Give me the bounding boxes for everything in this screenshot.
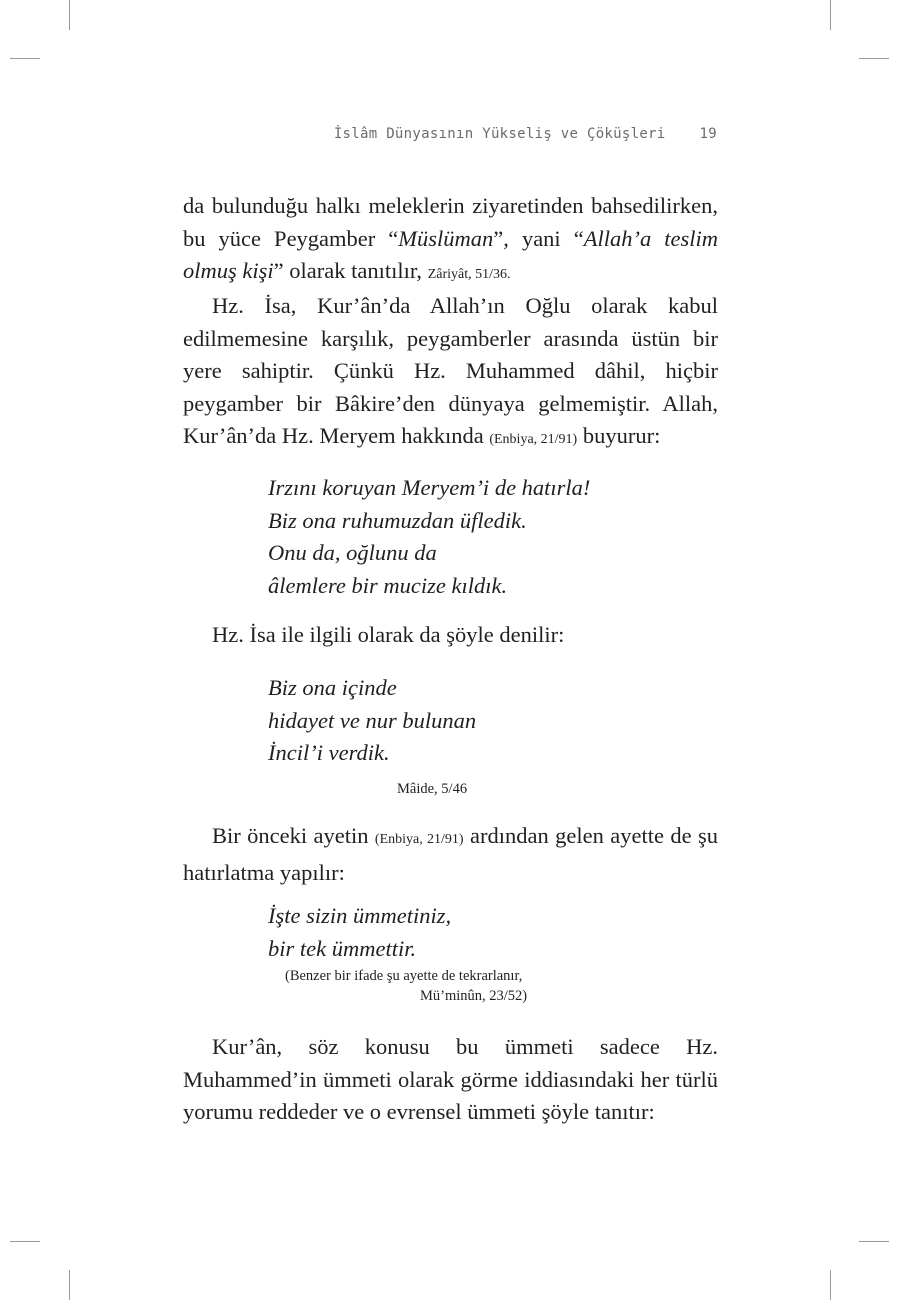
verse-ummet-note-line-1: (Benzer bir ifade şu ayette de tekrarlanır,: [285, 968, 523, 984]
p2-text-1: Hz. İsa, Kur’ân’da Allah’ın Oğlu olarak kabul edilmemesine karşılık, peygamberler arasında üstün bir yere sahiptir. Çünkü Hz. Muhammed dâhil, hiçbir peygamber bir Bâkire’den dünyaya gelmemiştir. Allah, Kur’ân’da Hz. Meryem hakkında: [183, 293, 718, 449]
crop-mark-top-right-vertical: [830, 0, 831, 30]
p5-text: Kur’ân, söz konusu bu ümmeti sadece Hz. Muhammed’in ümmeti olarak görme iddiasındaki her türlü yorumu reddeder ve o evrensel ümmeti şöyle tanıtır:: [183, 1034, 718, 1125]
verse-ummet: [268, 900, 451, 965]
p1-text-2: ”, yani “: [493, 225, 584, 251]
verse-meryem: [268, 472, 590, 602]
crop-mark-top-right-horizontal: [859, 58, 889, 59]
verse-line: hidayet ve nur bulunan: [268, 707, 477, 733]
running-head-title: İslâm Dünyasının Yükseliş ve Çöküşleri: [333, 126, 666, 142]
paragraph-4: [183, 820, 718, 889]
paragraph-3: [183, 619, 718, 652]
verse-line: Biz ona ruhumuzdan üfledik.: [268, 507, 527, 533]
verse-ummet-note-line-2: Mü’minûn, 23/52): [420, 988, 528, 1004]
crop-mark-bottom-left-horizontal: [10, 1241, 40, 1242]
crop-mark-bottom-left-vertical: [69, 1270, 70, 1300]
p1-italic-definition: Allah’a teslim olmuş kişi: [183, 225, 718, 284]
p2-text-2: buyurur:: [577, 423, 661, 449]
verse-line: İncil’i verdik.: [268, 740, 390, 765]
verse-line: Irzını koruyan Meryem’i de hatırla!: [268, 475, 591, 500]
verse-line: âlemlere bir mucize kıldık.: [268, 572, 508, 598]
verse-line: Biz ona içinde: [268, 675, 397, 700]
crop-mark-top-left-vertical: [69, 0, 70, 30]
p3-text: Hz. İsa ile ilgili olarak da şöyle denilir:: [212, 622, 565, 647]
p2-reference: (Enbiya, 21/91): [489, 432, 578, 448]
p1-italic-muslim: Müslüman: [398, 225, 494, 251]
p4-reference: (Enbiya, 21/91): [374, 832, 464, 847]
crop-mark-bottom-right-vertical: [830, 1270, 831, 1300]
p1-text-3: ” olarak tanıtılır,: [273, 258, 428, 284]
verse-line: Onu da, oğlunu da: [268, 540, 437, 565]
verse-incil-source: Mâide, 5/46: [397, 781, 468, 797]
verse-line: bir tek ümmettir.: [268, 935, 417, 961]
paragraph-2: [183, 290, 718, 457]
verse-incil: [268, 672, 476, 770]
verse-line: İşte sizin ümmetiniz,: [268, 903, 452, 928]
p1-reference: Zâriyât, 51/36.: [427, 267, 511, 283]
page-number: 19: [699, 126, 717, 142]
crop-mark-top-left-horizontal: [10, 58, 40, 59]
p4-text-1: Bir önceki ayetin: [212, 823, 375, 848]
crop-mark-bottom-right-horizontal: [859, 1241, 889, 1242]
p4-text-2: ardından gelen ayette de şu hatırlatma yapılır:: [183, 823, 718, 885]
running-head: [334, 126, 717, 142]
paragraph-1: [183, 190, 718, 292]
paragraph-5: [183, 1031, 718, 1129]
p1-text-1: da bulunduğu halkı meleklerin ziyaretinden bahsedilirken, bu yüce Peygamber “: [183, 193, 718, 251]
